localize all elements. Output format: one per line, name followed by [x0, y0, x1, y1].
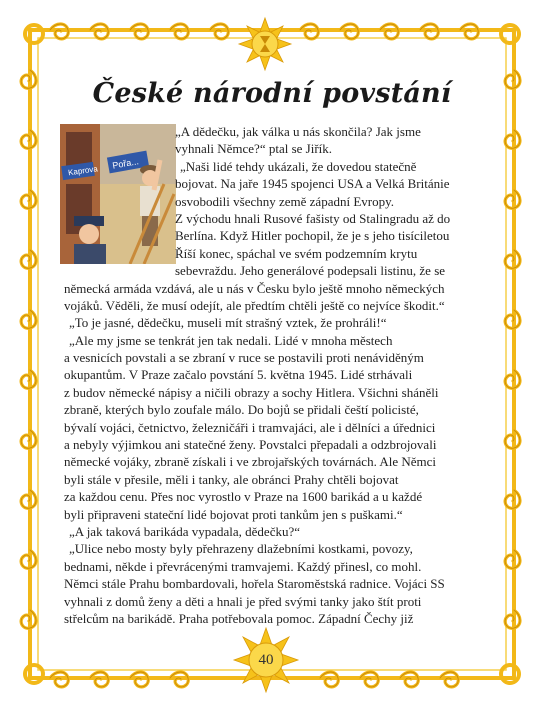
- text-line: osvobodili všechny země západní Evropy.: [175, 193, 395, 209]
- text-line: byli připraveni stateční lidé bojovat proti tankům jen s puškami.“: [64, 506, 403, 522]
- text-line: z budov německé nápisy a ničili obrazy a sochy Hitlera. Všichni sháněli: [64, 384, 439, 400]
- text-line: Z východu hnali Rusové fašisty od Stalingradu až do: [175, 210, 451, 226]
- text-line: vyhnali Němce?“ ptal se Jiřík.: [175, 141, 333, 157]
- text-line: a vesnicích povstali a se zbraní v ruce se postavili proti nenáviděným: [64, 350, 424, 366]
- text-line: „A dědečku, jak válka u nás skončila? Jak jsme: [175, 124, 421, 139]
- top-sun-icon: [239, 18, 291, 70]
- text-line: „Ale my jsme se tenkrát jen tak nedali. Lidé v mnoha městech: [69, 332, 393, 348]
- text-line: Berlína. Když Hitler pochopil, že je s jeho tisíciletou: [175, 228, 450, 244]
- text-line: za každou cenu. Přes noc vyrostlo v Praze na 1600 barikád a u každé: [64, 489, 423, 505]
- text-line: bývalí vojáci, četnictvo, železničáři i tramvajáci, ale i dělníci a úřednici: [64, 419, 436, 435]
- text-line: bednami, někde i převrácenými tramvajemi. Každý přinesl, co mohl.: [64, 558, 422, 574]
- text-line: Říší konec, spáchal ve svém podzemním krytu: [175, 245, 418, 261]
- page-number: 40: [258, 652, 274, 668]
- text-line: „To je jasné, dědečku, museli mít strašný vztek, že prohráli!“: [69, 315, 387, 331]
- street-sign-porici: Pořa...: [111, 156, 140, 171]
- body-text: [58, 123, 492, 627]
- page-number-badge: [236, 630, 296, 690]
- text-line: střelcům na barikádě. Praha potřebovala pomoc. Západní Čechy již: [64, 610, 414, 626]
- street-sign-kaprova: Kaprova: [67, 164, 99, 178]
- text-line: německé vojáky, zbraně získali i ve zbrojařských továrnách. Ale Němci: [64, 454, 437, 470]
- text-line: „Ulice nebo mosty byly přehrazeny dlažebními kostkami, povozy,: [69, 541, 413, 557]
- text-line: zbraně, kterých bylo zoufale málo. Do bojů se přidali čeští policisté,: [64, 402, 419, 418]
- text-line: bojovat. Na jaře 1945 spojenci USA a Velká Británie: [175, 176, 450, 192]
- text-line: vyhnali z domů ženy a děti a hnali je před svými tanky jako štít proti: [64, 593, 422, 609]
- text-line: byli stále v přesile, měli i tanky, ale obránci Prahy chtěli bojovat: [64, 471, 399, 487]
- text-line: „Naši lidé tehdy ukázali, že dovedou statečně: [180, 158, 417, 174]
- text-line: Němci stále Prahu bombardovali, hořela Staroměstská radnice. Vojáci SS: [64, 576, 445, 592]
- text-line: vojáků. Věděli, že musí odejít, ale předtím chtěli ještě co nejvíce škodit.“: [64, 297, 445, 313]
- text-line: německá armáda vzdává, ale u nás v Česku bylo ještě mnoho německých: [64, 280, 445, 296]
- text-line: okupantům. V Praze začalo povstání 5. května 1945. Lidé strhávali: [64, 367, 413, 383]
- text-line: „A jak taková barikáda vypadala, dědečku?“: [69, 523, 300, 539]
- page-title: České národní povstání: [92, 78, 452, 109]
- text-line: a nebyly výjimkou ani statečné ženy. Povstalci přepadali a odzbrojovali: [64, 437, 437, 453]
- text-line: sebevraždu. Jeho generálové podepsali listinu, že se: [175, 263, 446, 279]
